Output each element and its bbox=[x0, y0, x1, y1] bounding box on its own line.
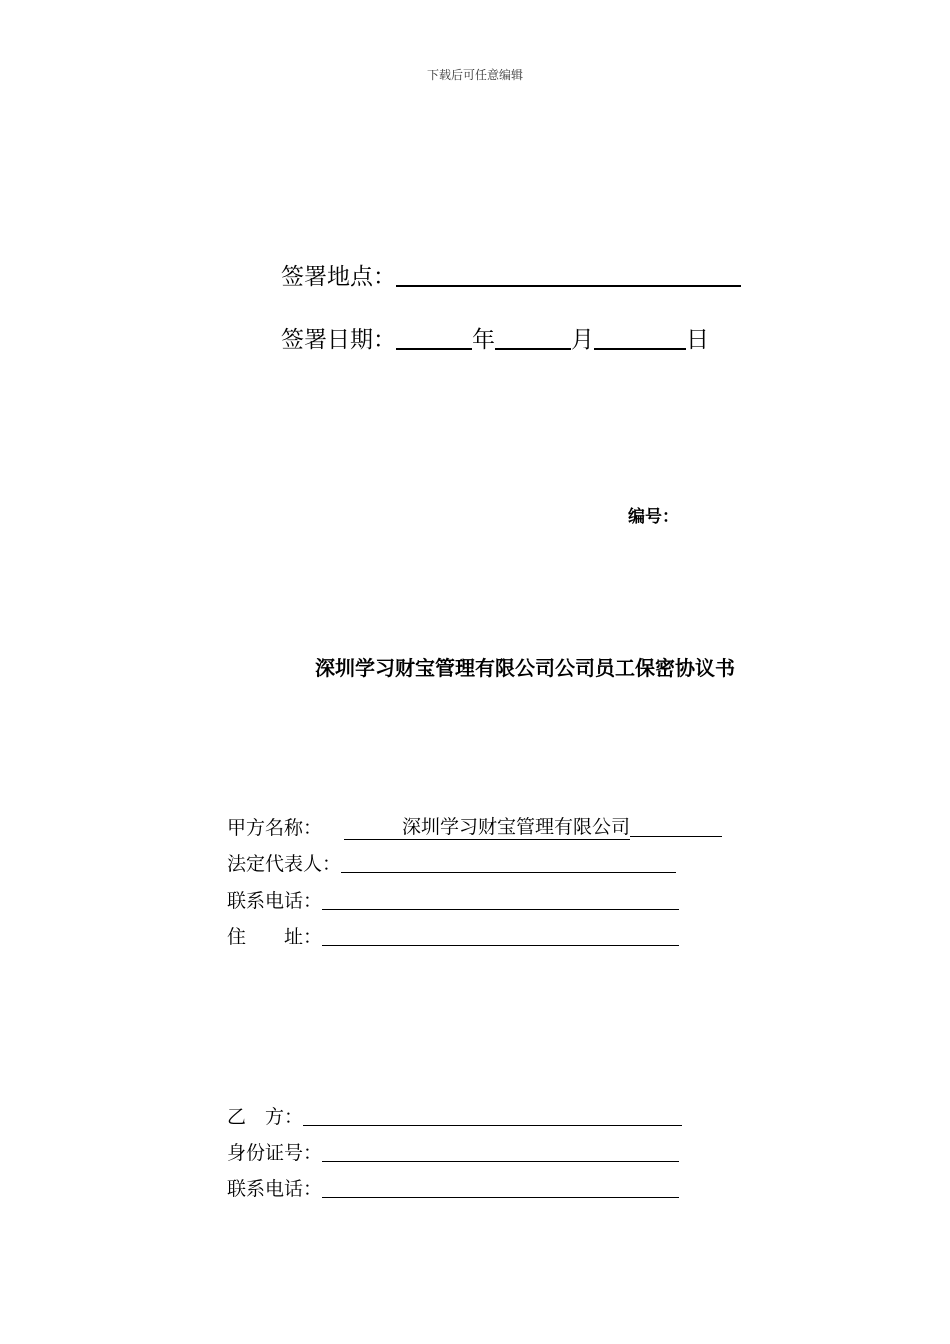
signing-day-blank bbox=[594, 347, 686, 350]
signing-year-label: 年 bbox=[472, 327, 495, 353]
party-b-id-blank bbox=[322, 1160, 679, 1162]
party-a-phone-blank bbox=[322, 908, 679, 910]
party-a-address-blank bbox=[322, 944, 679, 946]
document-code-label: 编号： bbox=[628, 507, 679, 527]
party-a-name-value: 深圳学习财宝管理有限公司 bbox=[344, 812, 630, 840]
signing-year-blank bbox=[396, 347, 472, 350]
legal-rep-blank bbox=[341, 871, 676, 873]
party-b-row bbox=[227, 1102, 682, 1129]
legal-rep-label: 法定代表人： bbox=[227, 853, 342, 875]
signing-month-label: 月 bbox=[571, 327, 594, 353]
document-title: 深圳学习财宝管理有限公司公司员工保密协议书 bbox=[315, 656, 735, 680]
party-b-blank bbox=[303, 1124, 682, 1126]
party-a-name-row bbox=[227, 812, 722, 840]
party-b-phone-blank bbox=[322, 1196, 679, 1198]
party-b-id-row bbox=[227, 1138, 679, 1165]
legal-rep-row bbox=[227, 849, 676, 876]
party-b-phone-label: 联系电话： bbox=[227, 1178, 323, 1200]
signing-place-blank bbox=[396, 284, 741, 287]
header-note: 下载后可任意编辑 bbox=[426, 68, 523, 82]
signing-place-label: 签署地点： bbox=[281, 264, 396, 290]
signing-date-label: 签署日期： bbox=[281, 327, 396, 353]
party-b-id-label: 身份证号： bbox=[227, 1142, 323, 1164]
party-a-name-label: 甲方名称： bbox=[227, 817, 323, 839]
party-b-label: 乙 方： bbox=[227, 1106, 304, 1128]
signing-date-row bbox=[281, 321, 709, 354]
party-a-address-row bbox=[227, 922, 679, 949]
party-a-name-blank-tail bbox=[630, 835, 722, 837]
signing-month-blank bbox=[495, 347, 571, 350]
party-a-address-label: 住 址： bbox=[227, 926, 323, 948]
party-a-phone-row bbox=[227, 886, 679, 913]
signing-place-row bbox=[281, 258, 741, 291]
signing-day-label: 日 bbox=[686, 327, 709, 353]
party-b-phone-row bbox=[227, 1174, 679, 1201]
party-a-phone-label: 联系电话： bbox=[227, 890, 323, 912]
